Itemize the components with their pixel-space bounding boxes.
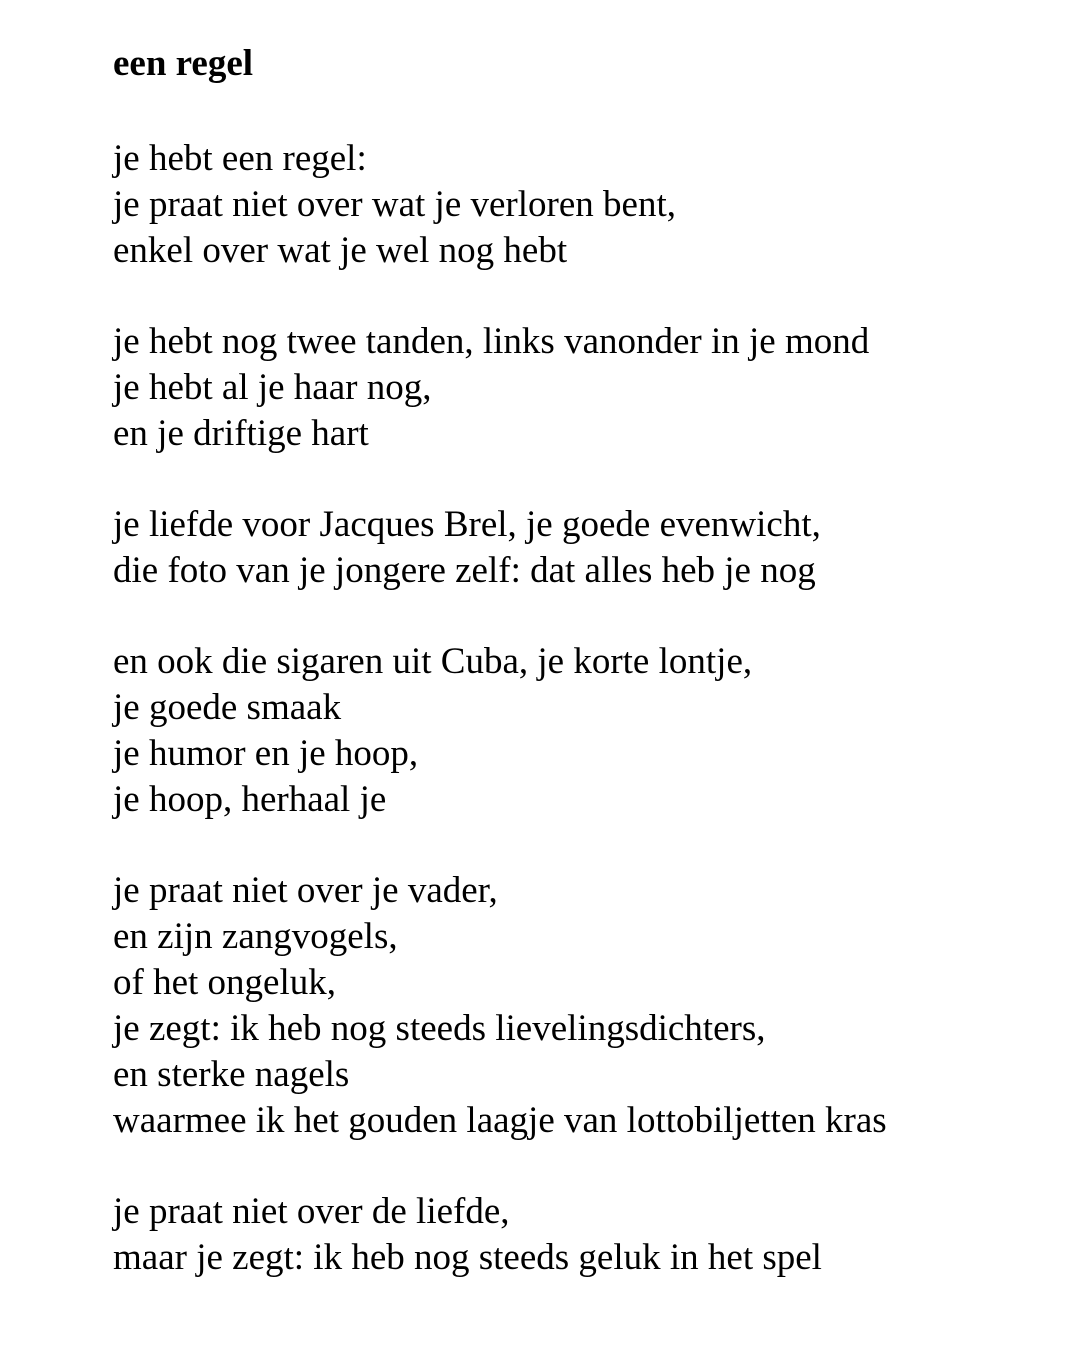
poem-line: je hebt al je haar nog, bbox=[113, 367, 432, 408]
poem-line: en sterke nagels bbox=[113, 1054, 350, 1095]
poem-line: waarmee ik het gouden laagje van lottobiljetten kras bbox=[113, 1100, 887, 1141]
poem-line: of het ongeluk, bbox=[113, 962, 336, 1003]
poem-line: je hebt een regel: bbox=[113, 138, 367, 179]
stanza-1 bbox=[113, 136, 1053, 274]
poem-line: enkel over wat je wel nog hebt bbox=[113, 230, 568, 271]
poem-line: en zijn zangvogels, bbox=[113, 916, 398, 957]
poem-line: die foto van je jongere zelf: dat alles heb je nog bbox=[113, 550, 816, 591]
stanza-4 bbox=[113, 639, 1053, 823]
poem-title: een regel bbox=[113, 43, 254, 84]
poem-line: en ook die sigaren uit Cuba, je korte lontje, bbox=[113, 641, 753, 682]
stanza-3 bbox=[113, 502, 1053, 594]
poem-line: je goede smaak bbox=[113, 687, 342, 728]
stanza-5 bbox=[113, 868, 1053, 1144]
poem-page bbox=[113, 44, 1053, 1281]
poem-line: je zegt: ik heb nog steeds lievelingsdichters, bbox=[113, 1008, 766, 1049]
poem-line: maar je zegt: ik heb nog steeds geluk in het spel bbox=[113, 1237, 822, 1278]
poem-line: je liefde voor Jacques Brel, je goede evenwicht, bbox=[113, 504, 821, 545]
poem-line: en je driftige hart bbox=[113, 413, 369, 454]
stanza-2 bbox=[113, 319, 1053, 457]
poem-line: je praat niet over de liefde, bbox=[113, 1191, 510, 1232]
poem-line: je hebt nog twee tanden, links vanonder in je mond bbox=[113, 321, 870, 362]
poem-line: je humor en je hoop, bbox=[113, 733, 419, 774]
poem-line: je praat niet over wat je verloren bent, bbox=[113, 184, 676, 225]
poem-line: je hoop, herhaal je bbox=[113, 779, 387, 820]
stanza-6 bbox=[113, 1189, 1053, 1281]
poem-line: je praat niet over je vader, bbox=[113, 870, 498, 911]
